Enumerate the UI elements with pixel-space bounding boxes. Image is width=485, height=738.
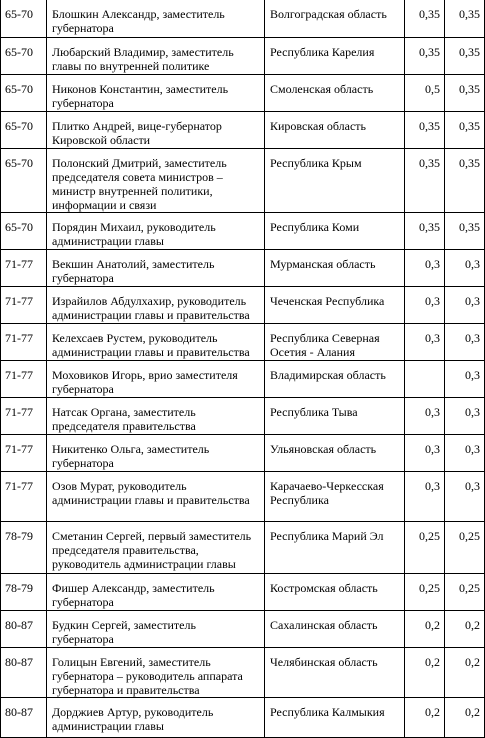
table-row <box>1 0 485 38</box>
person-cell: Голицын Евгений, заместитель губернатора – руководитель аппарата губернатора и правительства <box>47 648 265 698</box>
value-cell-1: 0,35 <box>405 0 445 38</box>
rank-cell: 65-70 <box>1 112 47 149</box>
table-row <box>1 38 485 75</box>
region-cell: Сахалинская область <box>265 611 405 648</box>
region-cell: Мурманская область <box>265 250 405 287</box>
region-cell: Республика Крым <box>265 149 405 213</box>
table-row <box>1 611 485 648</box>
person-cell: Сметанин Сергей, первый заместитель председателя правительства, руководитель администрации главы <box>47 522 265 574</box>
person-cell: Фишер Александр, заместитель губернатора <box>47 574 265 611</box>
value-cell-2: 0,3 <box>445 361 485 398</box>
table-row <box>1 361 485 398</box>
region-cell: Костромская область <box>265 574 405 611</box>
value-cell-1: 0,35 <box>405 38 445 75</box>
table-row <box>1 287 485 324</box>
table-row <box>1 112 485 149</box>
value-cell-1: 0,25 <box>405 574 445 611</box>
person-cell: Любарский Владимир, заместитель главы по внутренней политике <box>47 38 265 75</box>
region-cell: Чеченская Республика <box>265 287 405 324</box>
value-cell-1: 0,35 <box>405 112 445 149</box>
person-cell: Блошкин Александр, заместитель губернатора <box>47 0 265 38</box>
value-cell-2: 0,35 <box>445 38 485 75</box>
rank-cell: 65-70 <box>1 149 47 213</box>
table-row <box>1 250 485 287</box>
rank-cell: 78-79 <box>1 574 47 611</box>
region-cell: Владимирская область <box>265 361 405 398</box>
person-cell: Никонов Константин, заместитель губернатора <box>47 75 265 112</box>
value-cell-1: 0,3 <box>405 435 445 472</box>
value-cell-1: 0,3 <box>405 287 445 324</box>
region-cell: Республика Калмыкия <box>265 698 405 738</box>
region-cell: Республика Карелия <box>265 38 405 75</box>
table-row <box>1 522 485 574</box>
rank-cell: 71-77 <box>1 472 47 522</box>
table-row <box>1 435 485 472</box>
person-cell: Дорджиев Артур, руководитель администрации главы <box>47 698 265 738</box>
region-cell: Смоленская область <box>265 75 405 112</box>
rank-cell: 71-77 <box>1 361 47 398</box>
value-cell-2: 0,35 <box>445 149 485 213</box>
value-cell-2: 0,3 <box>445 324 485 361</box>
person-cell: Израйилов Абдулхахир, руководитель администрации главы и правительства <box>47 287 265 324</box>
region-cell: Республика Северная Осетия - Алания <box>265 324 405 361</box>
value-cell-1: 0,2 <box>405 611 445 648</box>
person-cell: Моховиков Игорь, врио заместителя губернатора <box>47 361 265 398</box>
region-cell: Республика Марий Эл <box>265 522 405 574</box>
rank-cell: 80-87 <box>1 648 47 698</box>
person-cell: Векшин Анатолий, заместитель губернатора <box>47 250 265 287</box>
person-cell: Будкин Сергей, заместитель губернатора <box>47 611 265 648</box>
person-cell: Полонский Дмитрий, заместитель председателя совета министров – министр внутренней политики, информации и связи <box>47 149 265 213</box>
value-cell-2: 0,3 <box>445 435 485 472</box>
table-row <box>1 698 485 738</box>
rank-cell: 71-77 <box>1 398 47 435</box>
person-cell: Келехсаев Рустем, руководитель администрации главы и правительства <box>47 324 265 361</box>
region-cell: Карачаево-Черкесская Республика <box>265 472 405 522</box>
value-cell-1: 0,35 <box>405 149 445 213</box>
table-row <box>1 574 485 611</box>
rank-cell: 80-87 <box>1 611 47 648</box>
table-row <box>1 149 485 213</box>
value-cell-1: 0,3 <box>405 250 445 287</box>
value-cell-2: 0,35 <box>445 213 485 250</box>
table-row <box>1 648 485 698</box>
table-row <box>1 324 485 361</box>
value-cell-2: 0,35 <box>445 0 485 38</box>
value-cell-2: 0,25 <box>445 574 485 611</box>
value-cell-2: 0,2 <box>445 611 485 648</box>
value-cell-2: 0,35 <box>445 112 485 149</box>
value-cell-2: 0,3 <box>445 472 485 522</box>
table-row <box>1 472 485 522</box>
value-cell-1: 0,3 <box>405 472 445 522</box>
value-cell-1: 0,3 <box>405 324 445 361</box>
value-cell-1: 0,2 <box>405 648 445 698</box>
value-cell-1: 0,25 <box>405 522 445 574</box>
rating-table-body <box>1 0 485 738</box>
value-cell-2: 0,25 <box>445 522 485 574</box>
rank-cell: 71-77 <box>1 324 47 361</box>
rank-cell: 65-70 <box>1 38 47 75</box>
value-cell-2: 0,35 <box>445 75 485 112</box>
rank-cell: 78-79 <box>1 522 47 574</box>
value-cell-2: 0,2 <box>445 648 485 698</box>
table-row <box>1 75 485 112</box>
rank-cell: 65-70 <box>1 75 47 112</box>
region-cell: Республика Тыва <box>265 398 405 435</box>
rank-cell: 65-70 <box>1 0 47 38</box>
region-cell: Республика Коми <box>265 213 405 250</box>
value-cell-2: 0,2 <box>445 698 485 738</box>
value-cell-1 <box>405 361 445 398</box>
person-cell: Плитко Андрей, вице-губернатор Кировской области <box>47 112 265 149</box>
region-cell: Челябинская область <box>265 648 405 698</box>
person-cell: Никитенко Ольга, заместитель губернатора <box>47 435 265 472</box>
value-cell-1: 0,5 <box>405 75 445 112</box>
value-cell-1: 0,2 <box>405 698 445 738</box>
value-cell-2: 0,3 <box>445 398 485 435</box>
value-cell-2: 0,3 <box>445 250 485 287</box>
table-row <box>1 398 485 435</box>
person-cell: Озов Мурат, руководитель администрации главы и правительства <box>47 472 265 522</box>
region-cell: Волгоградская область <box>265 0 405 38</box>
value-cell-2: 0,3 <box>445 287 485 324</box>
value-cell-1: 0,3 <box>405 398 445 435</box>
region-cell: Кировская область <box>265 112 405 149</box>
value-cell-1: 0,35 <box>405 213 445 250</box>
region-cell: Ульяновская область <box>265 435 405 472</box>
rank-cell: 71-77 <box>1 250 47 287</box>
person-cell: Порядин Михаил, руководитель администрации главы <box>47 213 265 250</box>
rank-cell: 71-77 <box>1 287 47 324</box>
rank-cell: 71-77 <box>1 435 47 472</box>
rank-cell: 65-70 <box>1 213 47 250</box>
person-cell: Натсак Органа, заместитель председателя правительства <box>47 398 265 435</box>
rank-cell: 80-87 <box>1 698 47 738</box>
table-row <box>1 213 485 250</box>
